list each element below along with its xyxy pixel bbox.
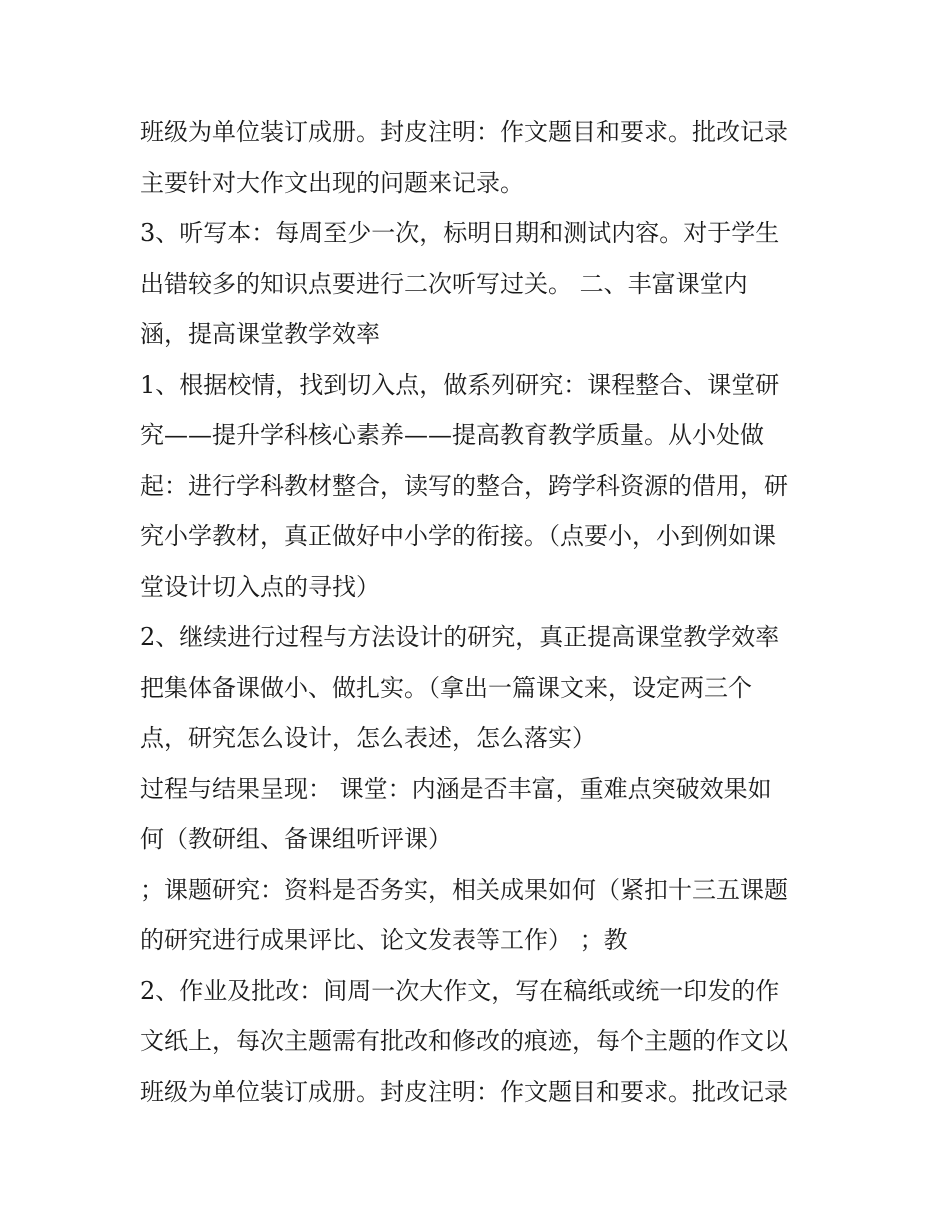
text-line: 堂设计切入点的寻找） bbox=[140, 572, 380, 601]
text-line: 把集体备课做小、做扎实。（拿出一篇课文来，设定两三个 bbox=[140, 673, 752, 702]
document-body bbox=[140, 107, 830, 1117]
text-line: 的研究进行成果评比、论文发表等工作） ；教 bbox=[140, 926, 628, 954]
text-line: 班级为单位装订成册。封皮注明：作文题目和要求。批改记录 bbox=[140, 1077, 788, 1106]
text-line: 1、根据校情，找到切入点，做系列研究：课程整合、课堂研 bbox=[140, 370, 780, 399]
text-line: 班级为单位装订成册。封皮注明：作文题目和要求。批改记录 bbox=[140, 118, 788, 146]
text-line: 究——提升学科核心素养——提高教育教学质量。从小处做 bbox=[140, 421, 764, 449]
text-line: 3、听写本：每周至少一次，标明日期和测试内容。对于学生 bbox=[140, 219, 780, 247]
text-line: 主要针对大作文出现的问题来记录。 bbox=[140, 168, 524, 197]
text-line: 何（教研组、备课组听评课） bbox=[140, 825, 452, 853]
text-line: 2、作业及批改：间周一次大作文，写在稿纸或统一印发的作 bbox=[140, 976, 780, 1005]
text-line: 涵，提高课堂教学效率 bbox=[140, 320, 380, 348]
text-line: 起：进行学科教材整合，读写的整合，跨学科资源的借用，研 bbox=[140, 471, 788, 500]
text-line: 出错较多的知识点要进行二次听写过关。 二、丰富课堂内 bbox=[140, 269, 748, 298]
text-line: 文纸上，每次主题需有批改和修改的痕迹，每个主题的作文以 bbox=[140, 1027, 788, 1055]
text-line: 点，研究怎么设计，怎么表述，怎么落实） bbox=[140, 724, 596, 752]
text-line: 究小学教材，真正做好中小学的衔接。（点要小，小到例如课 bbox=[140, 522, 776, 550]
text-line: 过程与结果呈现： 课堂：内涵是否丰富，重难点突破效果如 bbox=[140, 774, 772, 803]
text-line: ；课题研究：资料是否务实，相关成果如何（紧扣十三五课题 bbox=[140, 875, 788, 904]
text-line: 2、继续进行过程与方法设计的研究，真正提高课堂教学效率 bbox=[140, 623, 780, 651]
